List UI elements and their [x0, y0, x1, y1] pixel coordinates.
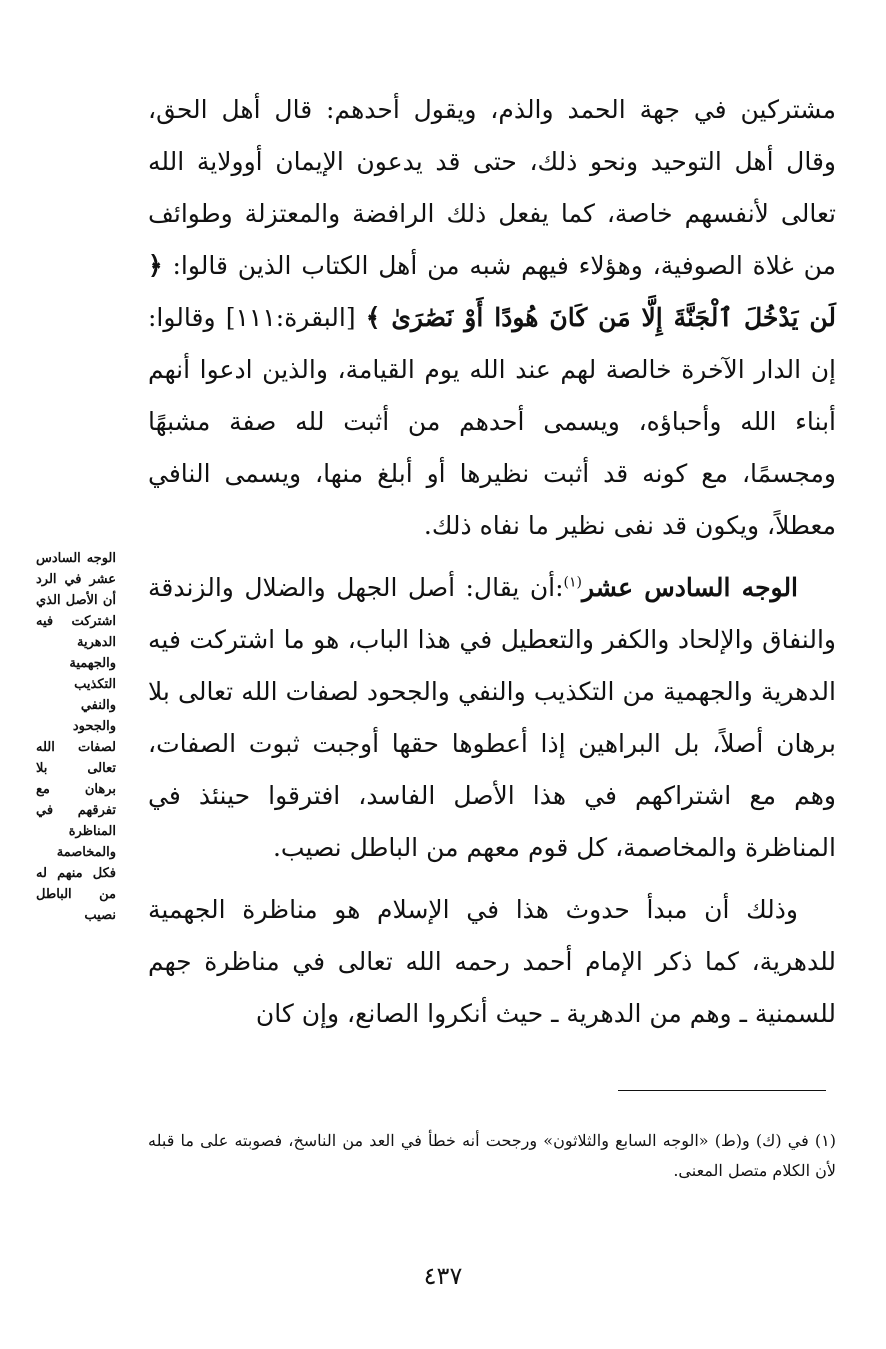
- paragraph-1-text-b: [البقرة:١١١] وقالوا: إن الدار الآخرة خالصة لهم عند الله يوم القيامة، والذين ادعوا أنهم أبناء الله وأحباؤه، ويسمى أحدهم من أثبت لله صفة مشبهًا ومجسمًا، مع كونه قد أثبت نظيرها أو أبلغ منها، ويسمى النافي معطلاً، ويكون قد نفى نظير ما نفاه ذلك.: [148, 303, 836, 540]
- footnote-divider: [618, 1090, 826, 1091]
- quran-verse: ﴿ لَن يَدْخُلَ ٱلْجَنَّةَ إِلَّا مَن كَانَ هُودًا أَوْ نَصَٰرَىٰ ﴾: [148, 251, 836, 332]
- main-text-block: [148, 84, 836, 1040]
- paragraph-3: [148, 884, 836, 1040]
- footnote-marker: (١): [563, 574, 583, 591]
- paragraph-1: [148, 84, 836, 552]
- footnote-text: (١) في (ك) و(ط) «الوجه السابع والثلاثون» ورجحت أنه خطأ في العد من الناسخ، فصوبته على ما قبله لأن الكلام متصل المعنى.: [148, 1131, 836, 1180]
- paragraph-1-text-a: مشتركين في جهة الحمد والذم، ويقول أحدهم: قال أهل الحق، وقال أهل التوحيد ونحو ذلك، حتى قد يدعون الإيمان أوولاية الله تعالى لأنفسهم خاصة، كما يفعل ذلك الرافضة والمعتزلة وطوائف من غلاة الصوفية، وهؤلاء فيهم شبه من أهل الكتاب الذين قالوا:: [148, 95, 836, 280]
- paragraph-2-text: :أن يقال: أصل الجهل والضلال والزندقة والنفاق والإلحاد والكفر والتعطيل في هذا الباب، هو ما اشتركت فيه الدهرية والجهمية من التكذيب والنفي والجحود لصفات الله تعالى بلا برهان أصلاً، بل البراهين إذا أعطوها حقها أوجبت ثبوت الصفات، وهم مع اشتراكهم في هذا الأصل الفاسد، افترقوا حينئذ في المناظرة والمخاصمة، كل قوم معهم من الباطل نصيب.: [148, 573, 836, 862]
- page-number: ٤٣٧: [423, 1262, 463, 1290]
- paragraph-3-text: وذلك أن مبدأ حدوث هذا في الإسلام هو مناظرة الجهمية للدهرية، كما ذكر الإمام أحمد رحمه الله تعالى في مناظرة جهم للسمنية ـ وهم من الدهرية ـ حيث أنكروا الصانع، وإن كان: [148, 895, 836, 1028]
- footnote: [148, 1126, 836, 1186]
- section-heading: الوجه السادس عشر: [582, 573, 799, 602]
- paragraph-2: [148, 562, 836, 874]
- margin-note: الوجه السادس عشر في الرد أن الأصل الذي اشتركت فيه الدهرية والجهمية التكذيب والنفي والجحود لصفات الله تعالى بلا برهان مع تفرقهم في المناظرة والمخاصمة فكل منهم له من الباطل نصيب: [36, 551, 116, 923]
